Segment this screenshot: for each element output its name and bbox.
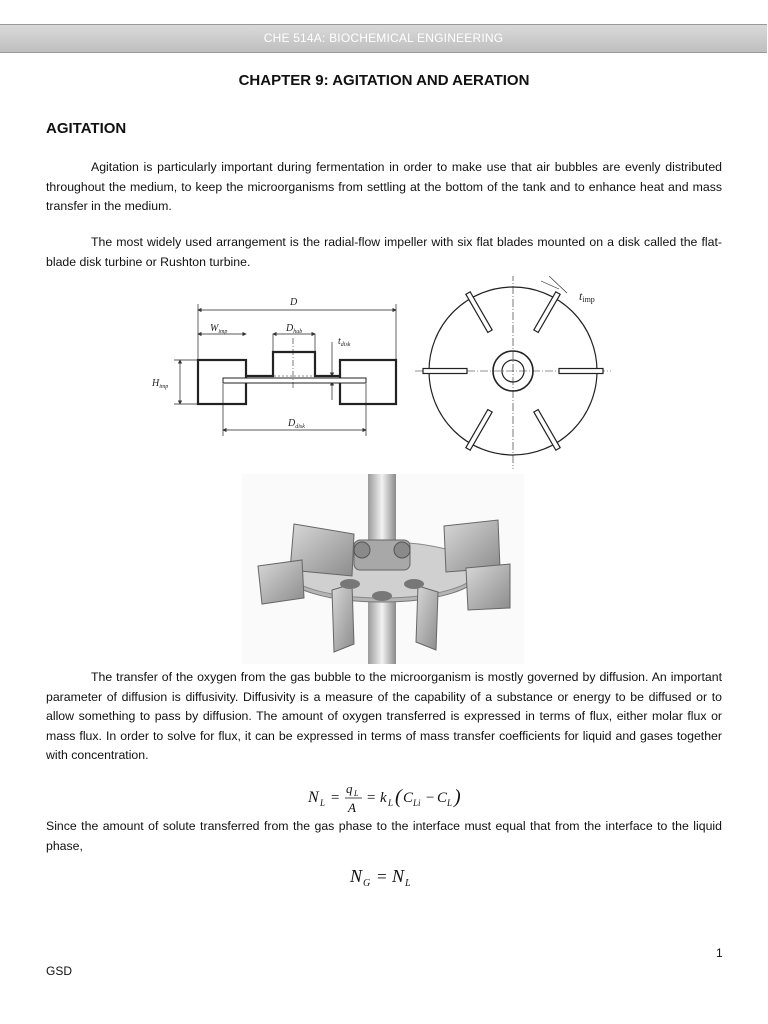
label-w-imp: $W_{imp}$ (210, 323, 228, 335)
svg-text:N: N (308, 789, 319, 806)
svg-text:Li: Li (413, 798, 421, 808)
course-title: CHE 514A: BIOCHEMICAL ENGINEERING (263, 31, 504, 45)
svg-text:L: L (405, 878, 411, 889)
svg-text:L: L (447, 798, 453, 808)
label-t-disk: $t_{disk}$ (338, 336, 351, 348)
svg-text:C: C (437, 790, 448, 806)
paragraph-solute-transfer: Since the amount of solute transferred from the gas phase to the interface must equal that from the interface to the liquid phase, (46, 819, 722, 853)
label-d: D (290, 297, 298, 308)
label-t-imp: timp (579, 289, 595, 304)
chapter-title: CHAPTER 9: AGITATION AND AERATION (238, 72, 530, 89)
rushton-turbine-drawing (150, 276, 620, 472)
svg-text:(: ( (395, 786, 402, 808)
flux-equation (300, 778, 480, 818)
svg-text:A: A (348, 800, 356, 815)
rushton-turbine-render (242, 474, 524, 664)
paragraph-agitation-intro: Agitation is particularly important during fermentation in order to make use that air bubbles are evenly distributed throughout the medium, to keep the microorganisms from settling at the bottom of the tank and to enhance heat and mass transfer in the medium. (46, 160, 722, 213)
svg-text:C: C (403, 790, 414, 806)
paragraph-rushton-turbine: The most widely used arrangement is the radial-flow impeller with six flat blades mounted on a disk called the flat-blade disk turbine or Rushton turbine. (46, 235, 722, 269)
svg-text:N: N (392, 866, 405, 886)
svg-text:−: − (425, 790, 436, 806)
svg-text:): ) (454, 786, 461, 808)
svg-text:N: N (350, 866, 363, 886)
svg-text:L: L (388, 798, 394, 808)
paragraph-diffusion: The transfer of the oxygen from the gas bubble to the microorganism is mostly governed by diffusion. An important parameter of diffusion is diffusivity. Diffusivity is a measure of the capability of a substance or energy to be diffused or to allow something to pass by diffusion. The amount of oxygen transferred is expressed in terms of flux, either molar flux or mass flux. In order to solve for flux, it can be expressed in terms of mass transfer coefficients for liquid and gases together with concentration. (46, 670, 722, 762)
author-initials: GSD (46, 964, 73, 978)
svg-text:G: G (363, 878, 371, 889)
svg-text:L: L (354, 789, 359, 798)
section-heading: AGITATION (46, 120, 127, 137)
svg-text:=: = (376, 867, 388, 886)
svg-text:=: = (330, 790, 341, 806)
flux-equality-equation (346, 860, 426, 892)
label-h-imp: $H_{imp}$ (152, 378, 169, 390)
svg-text:=: = (366, 790, 377, 806)
svg-text:q: q (346, 781, 353, 796)
label-d-hub: $D_{hub}$ (286, 323, 303, 335)
course-header-bar (0, 24, 767, 53)
svg-text:L: L (320, 798, 326, 808)
page-number: 1 (716, 946, 723, 960)
svg-text:k: k (380, 790, 387, 806)
label-d-disk: $D_{disk}$ (288, 418, 305, 430)
